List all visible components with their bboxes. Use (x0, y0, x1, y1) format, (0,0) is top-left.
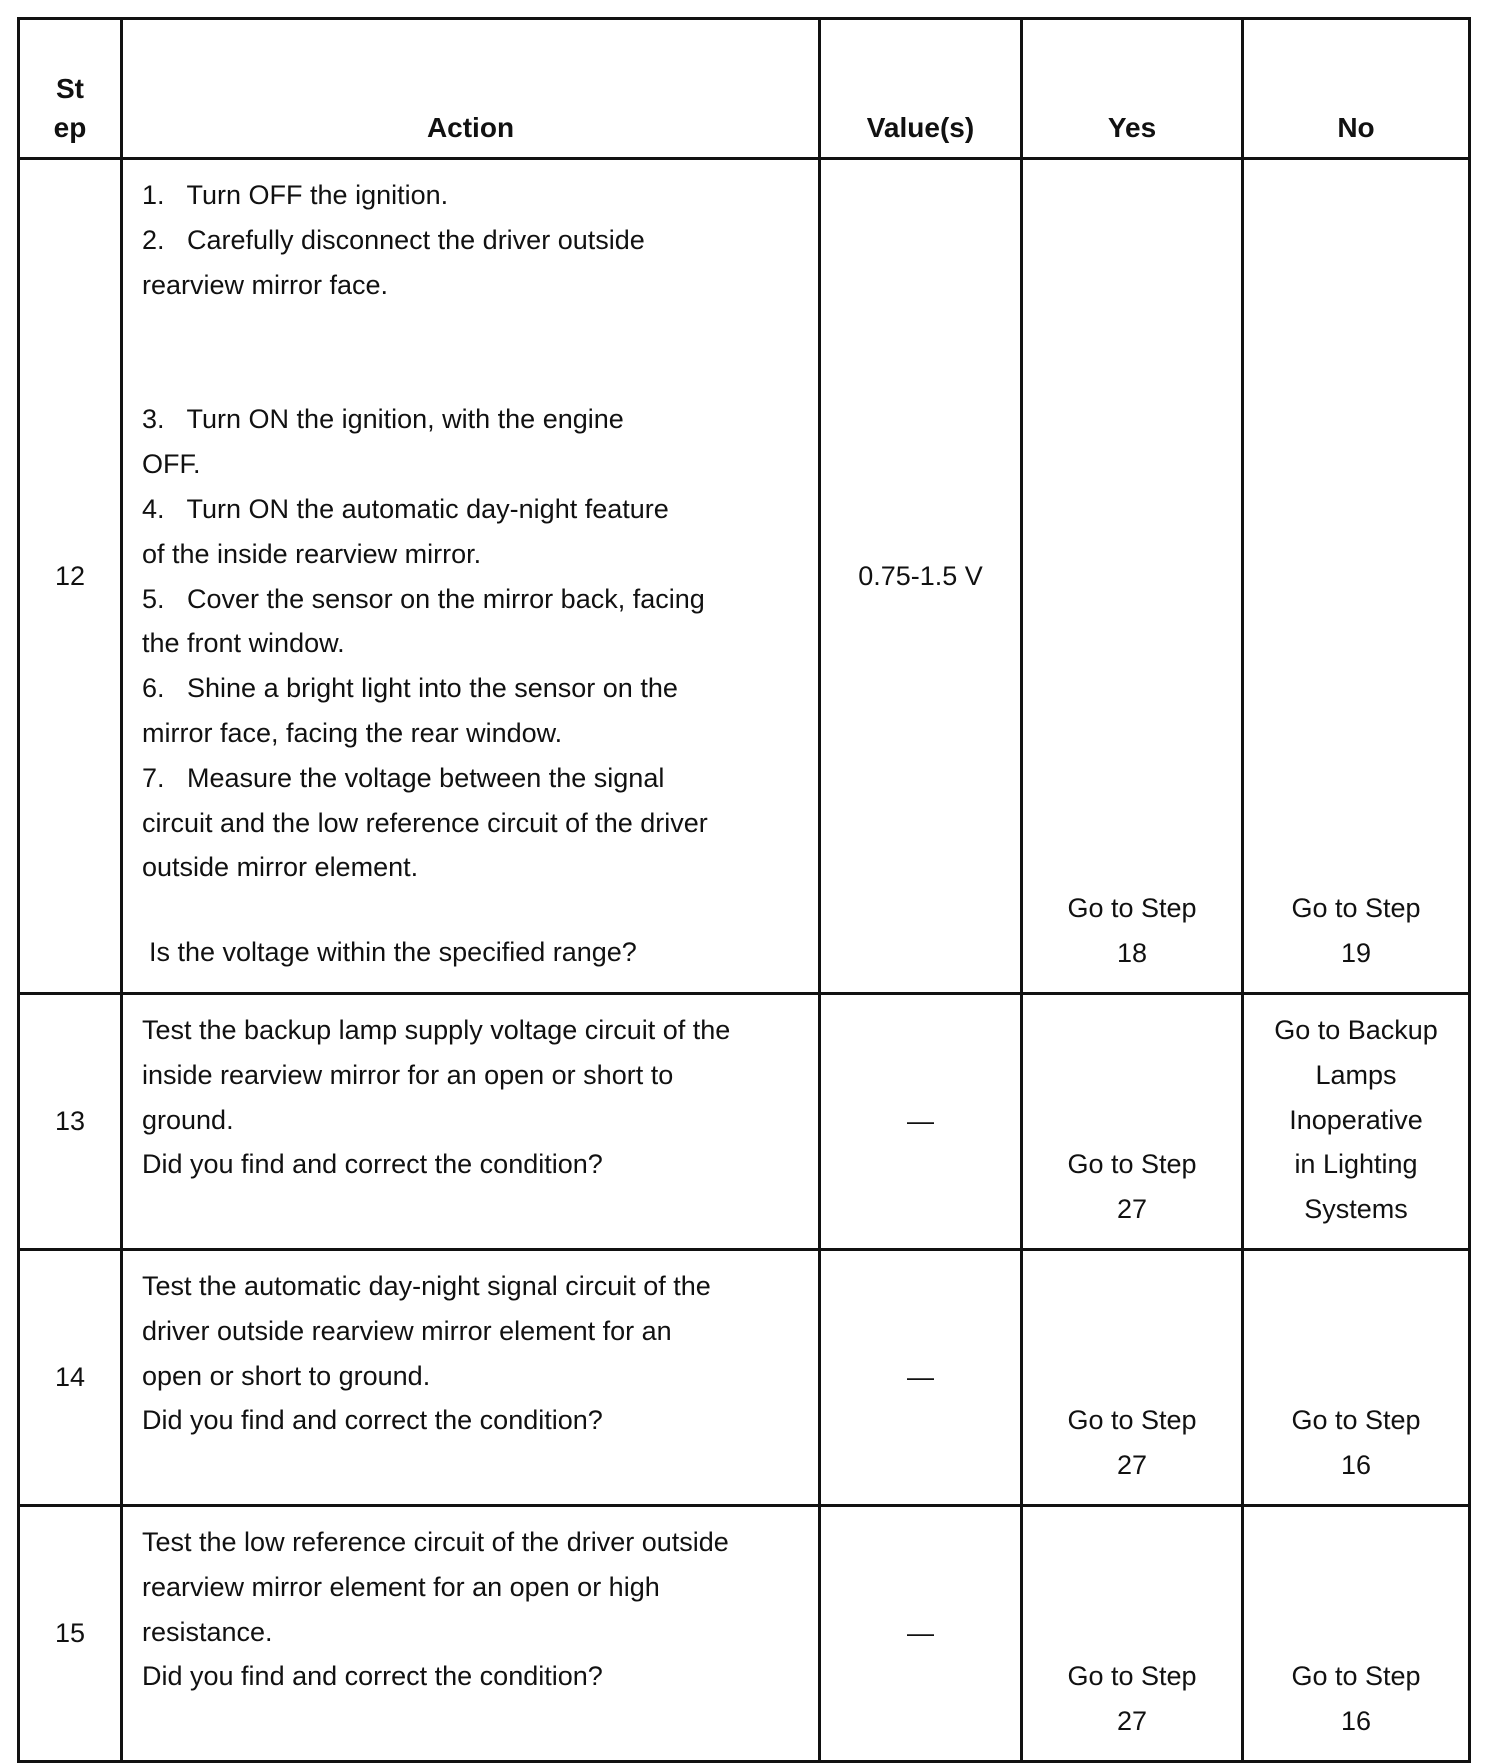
action-line: 1. Turn OFF the ignition. (142, 180, 449, 210)
action-line: inside rearview mirror for an open or short to (142, 1059, 674, 1090)
header-values: Value(s) (820, 19, 1022, 159)
table-row (19, 994, 1470, 1250)
action-cell (122, 1506, 820, 1762)
action-line: outside mirror element. (142, 852, 419, 883)
header-action: Action (122, 19, 820, 159)
action-line: OFF. (142, 449, 201, 480)
action-line: circuit and the low reference circuit of the driver (142, 807, 708, 838)
step-cell: 12 (19, 159, 122, 994)
action-line: Test the automatic day-night signal circuit of the (142, 1271, 711, 1301)
action-line: Test the backup lamp supply voltage circuit of the (142, 1015, 731, 1045)
action-line: 7. Measure the voltage between the signal (142, 762, 665, 793)
action-cell (122, 1250, 820, 1506)
step-cell: 13 (19, 994, 122, 1250)
yes-cell: Go to Step 18 (1022, 159, 1243, 994)
action-line: open or short to ground. (142, 1360, 431, 1391)
table-row (19, 1250, 1470, 1506)
action-line: 5. Cover the sensor on the mirror back, facing (142, 583, 705, 614)
action-line: the front window. (142, 628, 345, 659)
diagnostic-table (17, 17, 1471, 1763)
yes-cell: Go to Step 27 (1022, 1250, 1243, 1506)
action-line: 6. Shine a bright light into the sensor on the (142, 673, 678, 704)
action-line: resistance. (142, 1616, 273, 1647)
yes-cell: Go to Step 27 (1022, 1506, 1243, 1762)
yes-cell: Go to Step 27 (1022, 994, 1243, 1250)
value-cell: 0.75-1.5 V (820, 159, 1022, 994)
action-line: Test the low reference circuit of the driver outside (142, 1527, 729, 1557)
action-cell (122, 994, 820, 1250)
action-line: ground. (142, 1104, 234, 1135)
action-line: driver outside rearview mirror element for an (142, 1315, 672, 1346)
no-cell: Go to Backup Lamps Inoperative in Lighting Systems (1243, 994, 1470, 1250)
step-cell: 14 (19, 1250, 122, 1506)
action-line: 2. Carefully disconnect the driver outside (142, 224, 645, 255)
value-cell: — (820, 1506, 1022, 1762)
action-line: of the inside rearview mirror. (142, 538, 482, 569)
action-line: mirror face, facing the rear window. (142, 717, 563, 748)
value-cell: — (820, 994, 1022, 1250)
header-yes: Yes (1022, 19, 1243, 159)
header-step: St ep (19, 19, 122, 159)
value-cell: — (820, 1250, 1022, 1506)
action-line: 3. Turn ON the ignition, with the engine (142, 404, 624, 435)
action-question: Is the voltage within the specified range? (149, 937, 637, 968)
action-line: rearview mirror face. (142, 269, 389, 300)
action-line: Did you find and correct the condition? (142, 1661, 603, 1692)
step-cell: 15 (19, 1506, 122, 1762)
no-cell: Go to Step 19 (1243, 159, 1470, 994)
table-row (19, 159, 1470, 994)
action-line: Did you find and correct the condition? (142, 1149, 603, 1180)
no-cell: Go to Step 16 (1243, 1506, 1470, 1762)
action-cell (122, 159, 820, 994)
action-line: 4. Turn ON the automatic day-night feature (142, 493, 669, 524)
table-row (19, 1506, 1470, 1762)
header-row (19, 19, 1470, 159)
header-no: No (1243, 19, 1470, 159)
action-line: rearview mirror element for an open or high (142, 1571, 660, 1602)
no-cell: Go to Step 16 (1243, 1250, 1470, 1506)
action-line: Did you find and correct the condition? (142, 1405, 603, 1436)
